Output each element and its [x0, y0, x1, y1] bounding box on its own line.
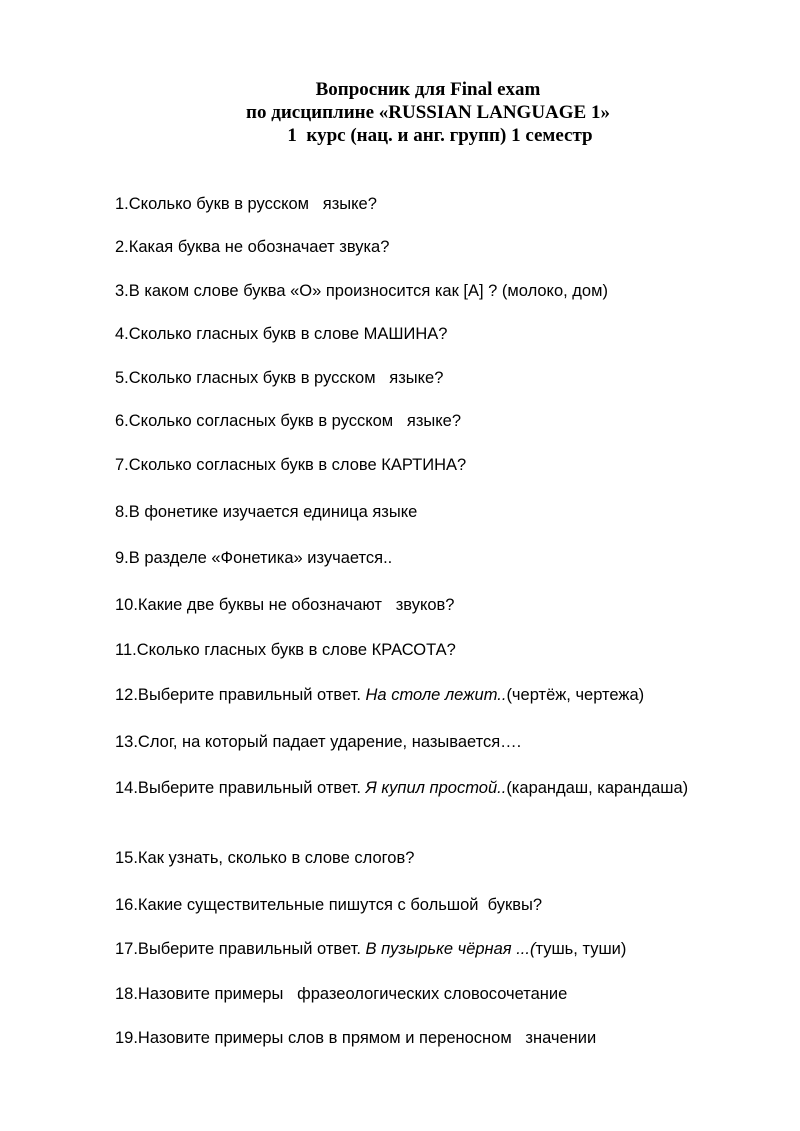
question-item — [115, 777, 735, 799]
document-header — [0, 78, 800, 147]
question-options: (чертёж, чертежа) — [506, 686, 645, 704]
question-item — [115, 938, 735, 960]
question-item: 10.Какие две буквы не обозначают звуков? — [115, 596, 455, 614]
question-item: 15.Как узнать, сколько в слове слогов? — [115, 849, 415, 867]
question-text: 17.Выберите правильный ответ. — [115, 940, 366, 958]
question-item: 9.В разделе «Фонетика» изучается.. — [115, 549, 393, 567]
question-italic-phrase: В пузырьке чёрная ...( — [365, 940, 536, 958]
question-italic-phrase: Я купил простой.. — [365, 779, 507, 797]
question-options: (карандаш, карандаша) — [506, 779, 689, 797]
question-item: 19.Назовите примеры слов в прямом и переносном значении — [115, 1029, 597, 1047]
question-item: 5.Сколько гласных букв в русском языке? — [115, 369, 444, 387]
question-item: 7.Сколько согласных букв в слове КАРТИНА? — [115, 456, 467, 474]
question-item: 3.В каком слове буква «О» произносится как [А] ? (молоко, дом) — [115, 282, 608, 300]
question-text: 14.Выберите правильный ответ. — [115, 779, 366, 797]
question-item: 18.Назовите примеры фразеологических словосочетание — [115, 985, 568, 1003]
header-title-line-3: 1 курс (нац. и анг. групп) 1 семестр — [287, 125, 593, 146]
question-item: 8.В фонетике изучается единица языке — [115, 503, 418, 521]
question-item: 2.Какая буква не обозначает звука? — [115, 238, 390, 256]
question-text: 12.Выберите правильный ответ. — [115, 686, 366, 704]
question-item: 16.Какие существительные пишутся с большой буквы? — [115, 896, 542, 914]
question-item: 11.Сколько гласных букв в слове КРАСОТА? — [115, 641, 456, 659]
question-italic-phrase: На столе лежит.. — [365, 686, 507, 704]
question-item: 6.Сколько согласных букв в русском языке? — [115, 412, 462, 430]
question-options: тушь, туши) — [535, 940, 627, 958]
header-title-line-2: по дисциплине «RUSSIAN LANGUAGE 1» — [246, 102, 610, 123]
header-title-line-1: Вопросник для Final exam — [315, 79, 541, 100]
question-item — [115, 684, 735, 706]
question-item: 4.Сколько гласных букв в слове МАШИНА? — [115, 325, 448, 343]
question-item: 13.Слог, на который падает ударение, называется…. — [115, 733, 522, 751]
question-item: 1.Сколько букв в русском языке? — [115, 195, 377, 213]
